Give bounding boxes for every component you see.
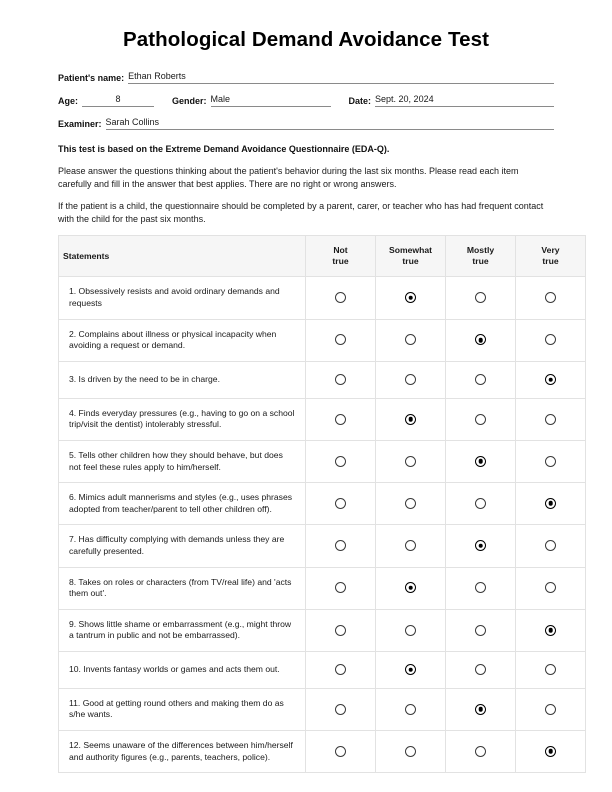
radio-very-true[interactable] [545, 414, 556, 425]
radio-not-true[interactable] [335, 746, 346, 757]
radio-selected-mostly-true[interactable] [475, 704, 486, 715]
radio-cell-very-true[interactable] [516, 567, 586, 609]
patient-name-label: Patient's name: [58, 73, 125, 83]
table-row [59, 483, 586, 525]
radio-mostly-true[interactable] [475, 625, 486, 636]
column-header-mostly-true-line2: true [472, 256, 489, 267]
radio-cell-not-true[interactable] [306, 361, 376, 398]
radio-very-true[interactable] [545, 292, 556, 303]
instructions-paragraph-2: If the patient is a child, the questionnaire should be completed by a parent, carer, or teacher who has had frequent contact with the child for the past six months. [58, 201, 544, 224]
radio-somewhat-true[interactable] [405, 746, 416, 757]
table-row [59, 688, 586, 730]
radio-cell-mostly-true[interactable] [446, 525, 516, 567]
statement-text: 2. Complains about illness or physical incapacity when avoiding a request or demand. [59, 319, 306, 361]
radio-cell-somewhat-true[interactable] [376, 651, 446, 688]
radio-cell-not-true[interactable] [306, 688, 376, 730]
radio-very-true[interactable] [545, 334, 556, 345]
date-input[interactable]: Sept. 20, 2024 [375, 93, 554, 107]
statement-text: 9. Shows little shame or embarrassment (e.g., might throw a tantrum in public and not be embarrassed). [59, 609, 306, 651]
radio-cell-very-true[interactable] [516, 361, 586, 398]
column-header-very-true [516, 236, 586, 277]
radio-not-true[interactable] [335, 540, 346, 551]
radio-not-true[interactable] [335, 334, 346, 345]
column-header-mostly-true [446, 236, 516, 277]
patient-name-row [58, 70, 554, 84]
radio-somewhat-true[interactable] [405, 540, 416, 551]
radio-mostly-true[interactable] [475, 746, 486, 757]
age-gender-date-row [58, 93, 554, 107]
radio-cell-mostly-true[interactable] [446, 361, 516, 398]
age-label: Age: [58, 96, 78, 106]
table-row [59, 525, 586, 567]
radio-cell-not-true[interactable] [306, 651, 376, 688]
radio-cell-somewhat-true[interactable] [376, 688, 446, 730]
table-row [59, 731, 586, 773]
radio-selected-very-true[interactable] [545, 374, 556, 385]
radio-cell-somewhat-true[interactable] [376, 361, 446, 398]
table-row [59, 277, 586, 319]
radio-cell-not-true[interactable] [306, 731, 376, 773]
radio-selected-mostly-true[interactable] [475, 334, 486, 345]
statement-text: 7. Has difficulty complying with demands unless they are carefully presented. [59, 525, 306, 567]
radio-somewhat-true[interactable] [405, 704, 416, 715]
radio-very-true[interactable] [545, 540, 556, 551]
statement-text: 4. Finds everyday pressures (e.g., having to go on a school trip/visit the dentist) intolerably stressful. [59, 398, 306, 440]
statement-text: 5. Tells other children how they should behave, but does not feel these rules apply to him/herself. [59, 440, 306, 482]
gender-input[interactable]: Male [211, 93, 331, 107]
column-header-somewhat-true-line2: true [402, 256, 419, 267]
patient-info-section [58, 70, 554, 130]
radio-selected-somewhat-true[interactable] [405, 582, 416, 593]
radio-selected-very-true[interactable] [545, 746, 556, 757]
table-row [59, 651, 586, 688]
column-header-very-true-line1: Very [541, 245, 560, 256]
radio-cell-very-true[interactable] [516, 319, 586, 361]
questionnaire-table [58, 235, 586, 773]
radio-selected-mostly-true[interactable] [475, 540, 486, 551]
radio-somewhat-true[interactable] [405, 334, 416, 345]
radio-selected-somewhat-true[interactable] [405, 292, 416, 303]
radio-cell-somewhat-true[interactable] [376, 483, 446, 525]
radio-cell-mostly-true[interactable] [446, 567, 516, 609]
radio-cell-not-true[interactable] [306, 609, 376, 651]
radio-somewhat-true[interactable] [405, 456, 416, 467]
radio-cell-mostly-true[interactable] [446, 319, 516, 361]
radio-not-true[interactable] [335, 498, 346, 509]
radio-very-true[interactable] [545, 664, 556, 675]
radio-cell-very-true[interactable] [516, 525, 586, 567]
radio-selected-somewhat-true[interactable] [405, 664, 416, 675]
radio-somewhat-true[interactable] [405, 498, 416, 509]
statement-text: 12. Seems unaware of the differences between him/herself and authority figures (e.g., parents, teachers, police). [59, 731, 306, 773]
radio-cell-mostly-true[interactable] [446, 651, 516, 688]
column-header-not-true-line1: Not [333, 245, 348, 256]
test-basis-statement: This test is based on the Extreme Demand Avoidance Questionnaire (EDA-Q). [58, 144, 390, 154]
statement-text: 8. Takes on roles or characters (from TV/real life) and 'acts them out'. [59, 567, 306, 609]
column-header-very-true-line2: true [542, 256, 559, 267]
radio-not-true[interactable] [335, 456, 346, 467]
radio-cell-very-true[interactable] [516, 688, 586, 730]
radio-cell-not-true[interactable] [306, 567, 376, 609]
radio-cell-mostly-true[interactable] [446, 609, 516, 651]
radio-cell-very-true[interactable] [516, 483, 586, 525]
column-header-somewhat-true-line1: Somewhat [389, 245, 432, 256]
radio-somewhat-true[interactable] [405, 374, 416, 385]
radio-cell-mostly-true[interactable] [446, 483, 516, 525]
radio-cell-mostly-true[interactable] [446, 731, 516, 773]
radio-mostly-true[interactable] [475, 292, 486, 303]
radio-selected-mostly-true[interactable] [475, 456, 486, 467]
radio-cell-mostly-true[interactable] [446, 398, 516, 440]
radio-cell-not-true[interactable] [306, 398, 376, 440]
radio-cell-very-true[interactable] [516, 731, 586, 773]
radio-not-true[interactable] [335, 625, 346, 636]
radio-not-true[interactable] [335, 292, 346, 303]
radio-cell-not-true[interactable] [306, 483, 376, 525]
age-input[interactable]: 8 [82, 93, 154, 107]
radio-cell-not-true[interactable] [306, 440, 376, 482]
radio-selected-very-true[interactable] [545, 625, 556, 636]
column-header-not-true-line2: true [332, 256, 349, 267]
column-header-mostly-true-line1: Mostly [466, 245, 495, 256]
statement-text: 3. Is driven by the need to be in charge. [59, 361, 306, 398]
table-row [59, 567, 586, 609]
table-row [59, 319, 586, 361]
radio-cell-not-true[interactable] [306, 319, 376, 361]
radio-not-true[interactable] [335, 664, 346, 675]
radio-cell-mostly-true[interactable] [446, 688, 516, 730]
radio-cell-very-true[interactable] [516, 277, 586, 319]
radio-not-true[interactable] [335, 704, 346, 715]
radio-cell-very-true[interactable] [516, 398, 586, 440]
page-title: Pathological Demand Avoidance Test [122, 28, 490, 51]
examiner-label: Examiner: [58, 119, 102, 129]
column-header-not-true [306, 236, 376, 277]
table-body [59, 277, 586, 773]
table-header [59, 236, 586, 277]
column-header-somewhat-true [376, 236, 446, 277]
table-row [59, 361, 586, 398]
radio-cell-very-true[interactable] [516, 651, 586, 688]
radio-mostly-true[interactable] [475, 498, 486, 509]
radio-very-true[interactable] [545, 704, 556, 715]
examiner-input[interactable]: Sarah Collins [106, 116, 554, 130]
statement-text: 10. Invents fantasy worlds or games and acts them out. [59, 651, 306, 688]
radio-cell-somewhat-true[interactable] [376, 319, 446, 361]
radio-cell-somewhat-true[interactable] [376, 398, 446, 440]
date-label: Date: [348, 96, 372, 106]
radio-cell-somewhat-true[interactable] [376, 277, 446, 319]
radio-cell-somewhat-true[interactable] [376, 525, 446, 567]
radio-cell-very-true[interactable] [516, 609, 586, 651]
radio-selected-very-true[interactable] [545, 498, 556, 509]
instructions-paragraph-1: Please answer the questions thinking about the patient's behavior during the last six months. Please read each item carefully and fill in the answer that best applies. There are no right or wrong answers. [58, 166, 519, 189]
statement-text: 1. Obsessively resists and avoid ordinary demands and requests [59, 277, 306, 319]
radio-mostly-true[interactable] [475, 582, 486, 593]
radio-not-true[interactable] [335, 414, 346, 425]
radio-mostly-true[interactable] [475, 664, 486, 675]
radio-mostly-true[interactable] [475, 414, 486, 425]
table-row [59, 609, 586, 651]
radio-cell-somewhat-true[interactable] [376, 731, 446, 773]
radio-cell-mostly-true[interactable] [446, 277, 516, 319]
statement-text: 11. Good at getting round others and making them do as s/he wants. [59, 688, 306, 730]
radio-cell-not-true[interactable] [306, 277, 376, 319]
examiner-row [58, 116, 554, 130]
radio-cell-somewhat-true[interactable] [376, 567, 446, 609]
radio-selected-somewhat-true[interactable] [405, 414, 416, 425]
radio-very-true[interactable] [545, 456, 556, 467]
radio-very-true[interactable] [545, 582, 556, 593]
radio-somewhat-true[interactable] [405, 625, 416, 636]
radio-not-true[interactable] [335, 582, 346, 593]
table-row [59, 398, 586, 440]
radio-cell-somewhat-true[interactable] [376, 440, 446, 482]
patient-name-input[interactable]: Ethan Roberts [128, 70, 554, 84]
table-row [59, 440, 586, 482]
radio-cell-very-true[interactable] [516, 440, 586, 482]
table-header-row [59, 236, 586, 277]
radio-mostly-true[interactable] [475, 374, 486, 385]
radio-cell-somewhat-true[interactable] [376, 609, 446, 651]
gender-label: Gender: [172, 96, 207, 106]
statement-text: 6. Mimics adult mannerisms and styles (e.g., uses phrases adopted from teacher/parent to tell other children off). [59, 483, 306, 525]
radio-cell-not-true[interactable] [306, 525, 376, 567]
radio-not-true[interactable] [335, 374, 346, 385]
radio-cell-mostly-true[interactable] [446, 440, 516, 482]
column-header-statements: Statements [59, 236, 306, 277]
